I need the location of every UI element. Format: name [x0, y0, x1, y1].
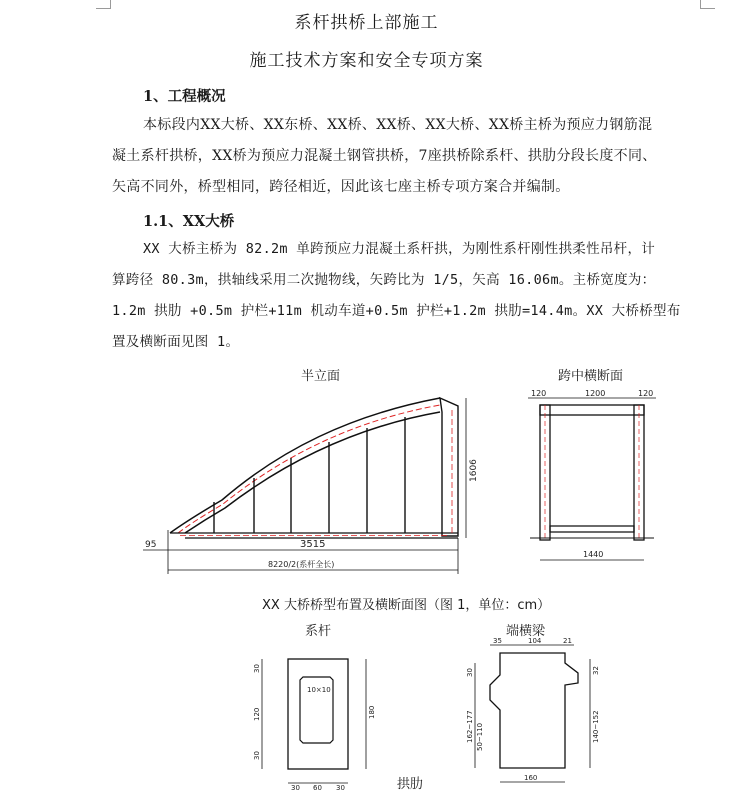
end-beam-title: 端横梁 — [506, 624, 546, 639]
end-beam-dim-right-top: 32 — [592, 666, 600, 675]
dim-3515: 3515 — [300, 539, 326, 550]
paragraph-2-line-2: 算跨径 80.3m，拱轴线采用二次抛物线，矢跨比为 1/5，矢高 16.06m。主桥宽度为： — [112, 272, 656, 288]
paragraph-2-line-4: 置及横断面见图 1。 — [112, 334, 240, 350]
section-title: 跨中横断面 — [558, 369, 624, 384]
dim-total-length: 8220/2(系杆全长) — [268, 560, 335, 569]
figure-2-drawing — [0, 615, 733, 795]
end-beam-dim-left-top: 30 — [466, 668, 474, 677]
tie-beam-title: 系杆 — [305, 624, 332, 639]
tie-inner-label: 10×10 — [307, 686, 331, 694]
section-heading-1-1: 1.1、XX大桥 — [143, 213, 235, 230]
figure-1-caption: XX 大桥桥型布置及横断面图（图 1，单位：cm） — [262, 598, 551, 613]
paragraph-1-line-3: 矢高不同外，桥型相同，跨径相近，因此该七座主桥专项方案合并编制。 — [112, 179, 570, 195]
figure-1-drawing — [0, 360, 733, 600]
document-title: 系杆拱桥上部施工 — [294, 13, 439, 33]
end-beam-dim-left: 162~177 — [466, 710, 474, 743]
elevation-title: 半立面 — [301, 369, 341, 384]
tie-dim-120: 120 — [253, 707, 261, 721]
section-deck — [550, 526, 634, 532]
end-beam-outline — [490, 653, 578, 768]
tie-beam-section — [253, 623, 376, 792]
paragraph-2-line-1: XX 大桥主桥为 82.2m 单跨预应力混凝土系杆拱，为刚性系杆刚性拱柔性吊杆，计 — [143, 241, 656, 257]
end-beam-dim-top-3: 21 — [563, 637, 572, 645]
paragraph-1-line-2: 凝土系杆拱桥，XX桥为预应力混凝土钢管拱桥，7座拱桥除系杆、拱肋分段长度不同、 — [112, 148, 657, 164]
section-heading-1: 1、工程概况 — [143, 88, 226, 105]
end-beam-dim-top-2: 104 — [528, 637, 542, 645]
paragraph-1-line-1: 本标段内XX大桥、XX东桥、XX桥、XX桥、XX大桥、XX桥主桥为预应力钢筋混 — [143, 117, 653, 133]
end-beam-dim-top-1: 35 — [493, 637, 502, 645]
section-dim-1200: 1200 — [585, 389, 606, 398]
end-beam-dim-left-2: 50~110 — [476, 722, 484, 751]
tie-dim-bottom-1: 30 — [291, 784, 300, 792]
section-dim-120-left: 120 — [531, 389, 547, 398]
hangers — [214, 417, 405, 533]
section-dim-1440: 1440 — [583, 550, 604, 559]
end-cross-beam-section — [466, 623, 600, 782]
section-dim-120-right: 120 — [638, 389, 654, 398]
end-beam-dim-right: 140~152 — [592, 710, 600, 743]
section-top-brace — [540, 405, 644, 415]
arch-rib-title: 拱肋 — [397, 777, 424, 792]
end-beam-dim-bottom: 160 — [524, 774, 538, 782]
tie-dim-30-bottom: 30 — [253, 751, 261, 760]
tie-dim-bottom-2: 60 — [313, 784, 322, 792]
tie-dim-180: 180 — [368, 705, 376, 719]
arch-axis-line — [178, 405, 440, 533]
mid-span-section — [528, 368, 656, 560]
arch-lower-curve — [185, 412, 440, 533]
elevation-view — [143, 368, 479, 574]
document-subtitle: 施工技术方案和安全专项方案 — [249, 51, 484, 71]
arch-upper-curve — [170, 398, 440, 533]
tie-outer-rect — [288, 659, 348, 769]
dim-95: 95 — [145, 540, 157, 550]
tie-dim-30-top: 30 — [253, 664, 261, 673]
dim-1606: 1606 — [469, 459, 479, 482]
paragraph-2-line-3: 1.2m 拱肋 +0.5m 护栏+11m 机动车道+0.5m 护栏+1.2m 拱肋=14.4m。XX 大桥桥型布 — [112, 303, 681, 319]
arch-springing-end — [440, 398, 458, 536]
tie-dim-bottom-3: 30 — [336, 784, 345, 792]
